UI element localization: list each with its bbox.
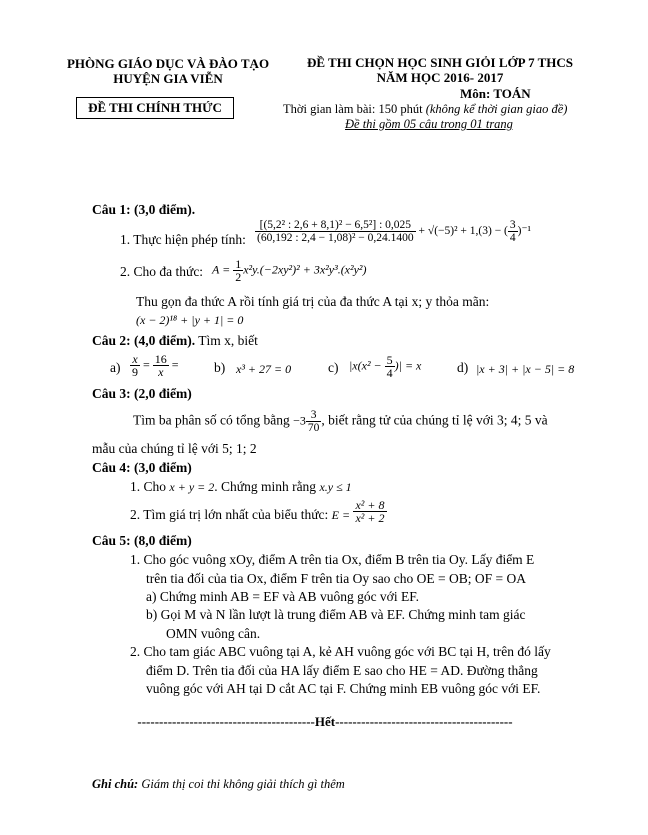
end-marker: -----------------------------------------Hết----------------------------------------- xyxy=(137,714,513,729)
q4-title: Câu 4: (3,0 điểm) xyxy=(92,460,192,475)
q4-p2-E: E = xyxy=(331,508,351,522)
school-year: NĂM HỌC 2016- 2017 xyxy=(376,70,504,85)
q1-part1-tail xyxy=(418,219,531,244)
q1-tail-frac-num: 3 xyxy=(509,219,516,231)
q2-d-expression: |x + 3| + |x − 5| = 8 xyxy=(476,362,575,376)
q2a-d1: 9 xyxy=(132,365,138,379)
q1-part2-polynomial xyxy=(212,258,367,283)
q5-p1-line1: 1. Cho góc vuông xOy, điểm A trên tia Ox, điểm B trên tia Oy. Lấy điểm E xyxy=(130,552,535,567)
poly-expr: x²y.(−2xy²)² + 3x²y³.(x²y²) xyxy=(243,262,367,277)
q4-p1-b: . Chứng minh rằng xyxy=(214,479,320,494)
footer-note xyxy=(92,777,345,792)
q3-mixed-num: 3 xyxy=(306,409,322,422)
q3-title: Câu 3: (2,0 điểm) xyxy=(92,386,192,401)
q1-part1-tail-b: )⁻¹ xyxy=(517,225,531,238)
q2-d-label: d) xyxy=(457,360,469,375)
q2a-d2: x xyxy=(158,365,164,379)
q2c-fn: 5 xyxy=(386,353,393,367)
q1-tail-frac-den: 4 xyxy=(509,232,516,244)
q4-p1-m1: x + y = 2 xyxy=(169,480,215,494)
q5-p2-line2: điểm D. Trên tia đối của HA lấy điểm E sao cho HE = AD. Đường thẳng xyxy=(146,663,538,678)
q2a-tail: = xyxy=(171,357,179,372)
q4-p1-m2: x.y ≤ 1 xyxy=(319,480,352,494)
q4-p2-a: 2. Tìm giá trị lớn nhất của biểu thức: xyxy=(130,507,332,522)
q3-line1-a: Tìm ba phân số có tổng bằng xyxy=(133,412,294,428)
q2a-n1: x xyxy=(130,353,140,366)
official-badge: ĐỀ THI CHÍNH THỨC xyxy=(76,97,234,119)
q2-title: Câu 2: (4,0 điểm). xyxy=(92,333,196,348)
q3-line1 xyxy=(133,409,548,434)
exam-title: ĐỀ THI CHỌN HỌC SINH GIỎI LỚP 7 THCS xyxy=(306,55,574,70)
q2-b-label: b) xyxy=(214,360,226,375)
q2a-eq: = xyxy=(143,357,150,372)
department-name: PHÒNG GIÁO DỤC VÀ ĐÀO TẠO xyxy=(66,56,270,71)
note-text: Giám thị coi thi không giải thích gì thêm xyxy=(138,777,345,791)
q3-line2: mẫu của chúng tỉ lệ với 5; 1; 2 xyxy=(92,441,257,456)
q5-p1-line2: trên tia đối của tia Ox, điểm F trên tia Oy sao cho OE = OB; OF = OA xyxy=(146,571,527,586)
q1-part2-label: 2. Cho đa thức: xyxy=(120,264,204,279)
q1-part1-tail-a: + √(−5)² + 1,(3) − ( xyxy=(418,225,508,238)
q2c-fd: 4 xyxy=(386,366,393,380)
time-allowed xyxy=(283,102,567,117)
q2-b-expression: x³ + 27 = 0 xyxy=(236,362,292,376)
time-prefix: Thời gian làm bài: 150 phút xyxy=(283,102,426,116)
q4-p2-num: x² + 8 xyxy=(355,498,385,513)
pages-note: Đề thi gồm 05 câu trong 01 trang xyxy=(345,117,513,131)
poly-A: A = xyxy=(212,262,231,277)
q2-a-expression xyxy=(130,353,179,378)
half-num: 1 xyxy=(235,257,242,271)
q2a-n2: 16 xyxy=(154,352,167,366)
q5-p1-b-line1: b) Gọi M và N lần lượt là trung điểm AB và EF. Chứng minh tam giác xyxy=(146,607,526,622)
q4-p2-den: x² + 2 xyxy=(355,511,385,526)
q2-a-label: a) xyxy=(110,360,121,375)
q5-title: Câu 5: (8,0 điểm) xyxy=(92,533,192,548)
q2c-b: )| = x xyxy=(394,358,422,373)
q3-mixed-whole: −3 xyxy=(293,413,306,428)
q5-p1-b-line2: OMN vuông cân. xyxy=(166,626,261,641)
q5-p1-a: a) Chứng minh AB = EF và AB vuông góc với EF. xyxy=(146,589,419,604)
q5-p2-line1: 2. Cho tam giác ABC vuông tại A, kẻ AH vuông góc với BC tại H, trên đó lấy xyxy=(130,644,551,659)
q3-line1-b: , biết rằng tử của chúng tỉ lệ với 3; 4; 5 và xyxy=(321,412,548,428)
q4-part2 xyxy=(130,498,387,526)
q1-part1-numerator: [(5,2² : 2,6 + 8,1)² − 6,5²] : 0,025 xyxy=(255,219,416,232)
q1-part1-label: 1. Thực hiện phép tính: xyxy=(120,232,246,247)
note-label: Ghi chú: xyxy=(92,777,139,791)
q1-part2-condition: (x − 2)¹⁸ + |y + 1| = 0 xyxy=(136,313,244,327)
q2-title-tail: Tìm x, biết xyxy=(195,333,258,348)
q4-part1 xyxy=(130,479,352,495)
q2c-a: |x(x² − xyxy=(349,358,382,373)
time-note: (không kể thời gian giao đề) xyxy=(425,102,568,116)
q1-part1-denominator: (60,192 : 2,4 − 1,08)² − 0,24.1400 xyxy=(257,232,414,244)
q5-p2-line3: vuông góc với AH tại D cắt AC tại F. Chứng minh EB vuông góc với EF. xyxy=(146,681,541,696)
half-den: 2 xyxy=(235,270,242,284)
q2-title-line xyxy=(92,333,258,349)
q1-part2-text: Thu gọn đa thức A rồi tính giá trị của đa thức A tại x; y thỏa mãn: xyxy=(136,294,490,309)
q1-part1-expression xyxy=(255,219,531,244)
q3-mixed-den: 70 xyxy=(307,422,320,434)
q2-c-expression xyxy=(349,354,421,379)
q2-c-label: c) xyxy=(328,360,339,375)
q1-title: Câu 1: (3,0 điểm). xyxy=(92,202,196,217)
district-name: HUYỆN GIA VIỄN xyxy=(113,71,223,86)
subject: Môn: TOÁN xyxy=(460,86,531,101)
q4-p1-a: 1. Cho xyxy=(130,479,170,494)
